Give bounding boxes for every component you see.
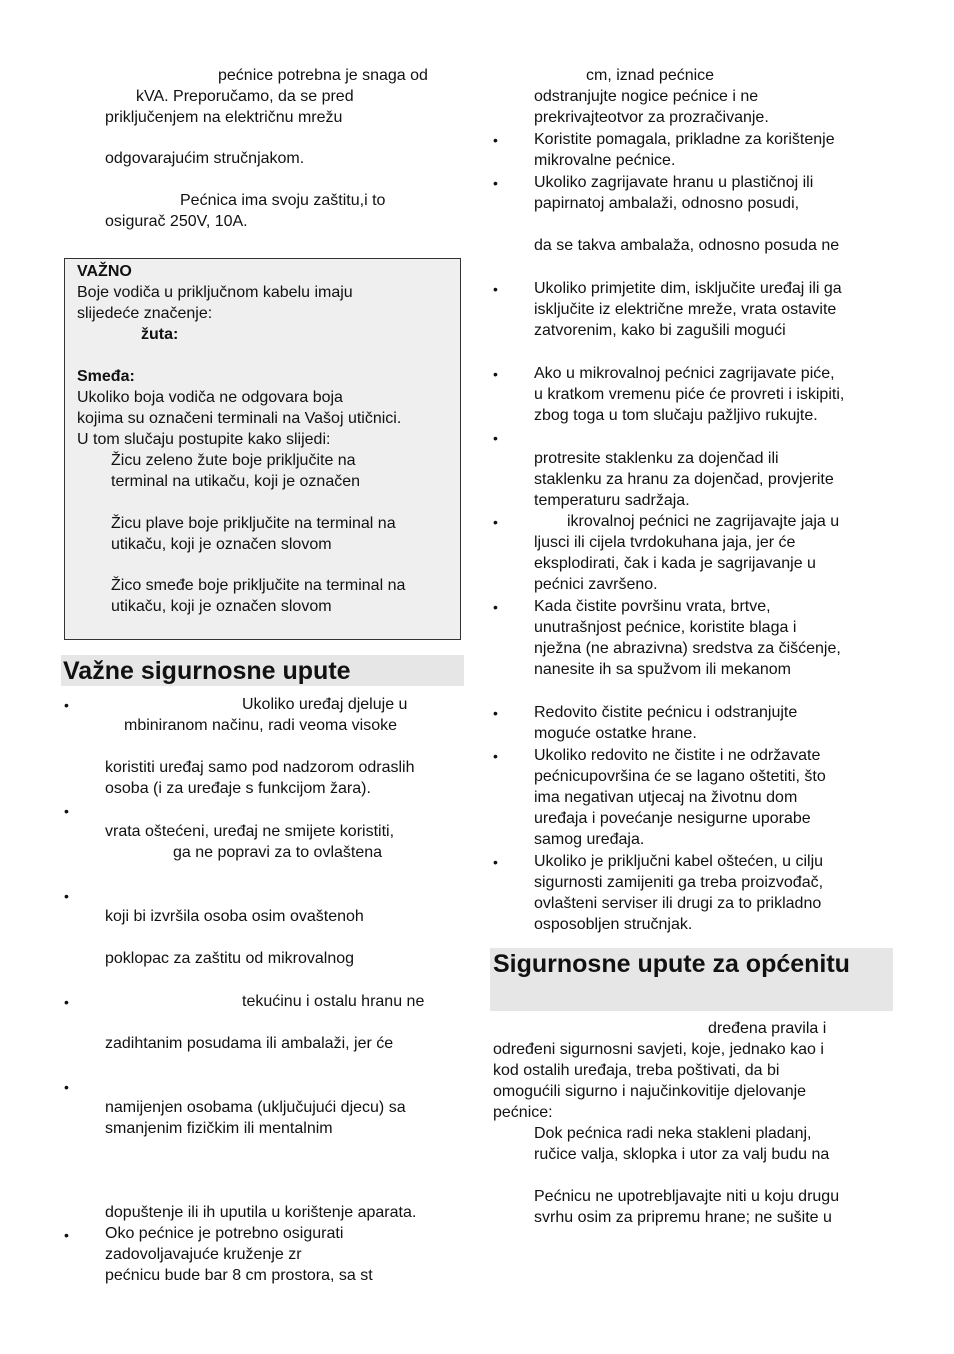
- text-line: pećnicupovršina će se lagano oštetiti, što: [534, 768, 826, 785]
- text-line: Pećnicu ne upotrebljavajte niti u koju drugu: [534, 1188, 840, 1205]
- bullet: •: [64, 888, 69, 904]
- text-line: zadihtanim posudama ili ambalaži, jer će: [105, 1035, 394, 1052]
- text-line: pećnice potrebna je snaga od: [218, 67, 428, 84]
- text-line: eksplodirati, čak i kada je sagrijavanje u: [534, 555, 816, 572]
- text-line: ikrovalnoj pećnici ne zagrijavajte jaja u: [567, 513, 840, 530]
- text-line: mikrovalne pećnice.: [534, 152, 676, 169]
- text-line: nanesite ih sa spužvom ili mekanom: [534, 661, 792, 678]
- text-line: određeni sigurnosni savjeti, koje, jednako kao i: [493, 1041, 824, 1058]
- text-line: zadovoljavajuće kruženje zr: [105, 1246, 302, 1263]
- text-line: ručice valja, sklopka i utor za valj budu na: [534, 1146, 830, 1163]
- text-line: smanjenim fizičkim ili mentalnim: [105, 1120, 333, 1137]
- text-line: temperaturu sadržaja.: [534, 492, 690, 509]
- bullet: •: [493, 132, 498, 148]
- text-line: osposobljen stručnjak.: [534, 916, 693, 933]
- bullet: •: [493, 281, 498, 297]
- bullet: •: [493, 854, 498, 870]
- text-line: poklopac za zaštitu od mikrovalnog: [105, 950, 355, 967]
- text-line: ima negativan utjecaj na životnu dom: [534, 789, 798, 806]
- text-line: moguće ostatke hrane.: [534, 725, 697, 742]
- text-line: dopuštenje ili ih uputila u korištenje aparata.: [105, 1204, 417, 1221]
- text-line: cm, iznad pećnice: [586, 67, 715, 84]
- section-heading-safety: Važne sigurnosne upute: [63, 657, 351, 685]
- text-line: Ukoliko boja vodiča ne odgovara boja: [77, 389, 343, 406]
- bullet: •: [64, 1227, 69, 1243]
- text-line: U tom slučaju postupite kako slijedi:: [77, 431, 331, 448]
- section-heading-general: Sigurnosne upute za općenitu: [493, 950, 850, 978]
- text-line: Boje vodiča u priključnom kabelu imaju: [77, 284, 353, 301]
- text-line: da se takva ambalaža, odnosno posuda ne: [534, 237, 840, 254]
- text-line: Redovito čistite pećnicu i odstranjujte: [534, 704, 798, 721]
- text-line: terminal na utikaču, koji je označen: [111, 473, 361, 490]
- text-line: uređaja i povećanje nesigurne uporabe: [534, 810, 811, 827]
- important-title: VAŽNO: [77, 263, 132, 280]
- text-line: Kada čistite površinu vrata, brtve,: [534, 598, 771, 615]
- text-line: mbiniranom načinu, radi veoma visoke: [124, 717, 398, 734]
- text-line: Oko pećnice je potrebno osigurati: [105, 1225, 344, 1242]
- bullet: •: [493, 366, 498, 382]
- bullet: •: [64, 1079, 69, 1095]
- text-line: odstranjujte nogice pećnice i ne: [534, 88, 759, 105]
- text-line: isključite iz električne mreže, vrata ostavite: [534, 301, 837, 318]
- text-line: u kratkom vremenu piće će provreti i iskipiti,: [534, 386, 845, 403]
- text-line: kVA. Preporučamo, da se pred: [136, 88, 354, 105]
- text-line: osigurač 250V, 10A.: [105, 213, 248, 230]
- text-line: Ukoliko primjetite dim, isključite uređaj ili ga: [534, 280, 842, 297]
- text-line: koji bi izvršila osoba osim ovaštenoh: [105, 908, 364, 925]
- text-line: dređena pravila i: [708, 1020, 827, 1037]
- bullet: •: [64, 697, 69, 713]
- text-line: Smeđa:: [77, 368, 135, 385]
- text-line: papirnatoj ambalaži, odnosno posudi,: [534, 195, 800, 212]
- text-line: utikaču, koji je označen slovom: [111, 598, 332, 615]
- text-line: odgovarajućim stručnjakom.: [105, 150, 305, 167]
- text-line: pećnici završeno.: [534, 576, 658, 593]
- text-line: samog uređaja.: [534, 831, 645, 848]
- text-line: Ukoliko redovito ne čistite i ne održavate: [534, 747, 821, 764]
- text-line: namijenjen osobama (uključujući djecu) sa: [105, 1099, 406, 1116]
- text-line: Ako u mikrovalnoj pećnici zagrijavate piće,: [534, 365, 835, 382]
- text-line: unutrašnjost pećnice, koristite blaga i: [534, 619, 797, 636]
- bullet: •: [493, 430, 498, 446]
- bullet: •: [64, 994, 69, 1010]
- text-line: ga ne popravi za to ovlaštena: [173, 844, 383, 861]
- text-line: zbog toga u tom slučaju pažljivo rukujte.: [534, 407, 818, 424]
- text-line: svrhu osim za pripremu hrane; ne sušite u: [534, 1209, 832, 1226]
- text-line: ljusci ili cijela tvrdokuhana jaja, jer će: [534, 534, 796, 551]
- text-line: zatvorenim, kako bi zagušili mogući: [534, 322, 786, 339]
- text-line: kod ostalih uređaja, treba poštivati, da bi: [493, 1062, 780, 1079]
- text-line: nježna (ne abrazivna) sredstva za čišćenje,: [534, 640, 841, 657]
- text-line: pećnicu bude bar 8 cm prostora, sa st: [105, 1267, 373, 1284]
- text-line: vrata oštećeni, uređaj ne smijete koristiti,: [105, 823, 395, 840]
- text-line: Žico smeđe boje priključite na terminal na: [111, 577, 406, 594]
- bullet: •: [64, 803, 69, 819]
- text-line: Ukoliko uređaj djeluje u: [242, 696, 408, 713]
- text-line: kojima su označeni terminali na Vašoj utičnici.: [77, 410, 402, 427]
- text-line: koristiti uređaj samo pod nadzorom odraslih: [105, 759, 415, 776]
- text-line: sigurnosti zamijeniti ga treba proizvođač,: [534, 874, 824, 891]
- text-line: utikaču, koji je označen slovom: [111, 536, 332, 553]
- bullet: •: [493, 748, 498, 764]
- text-line: Žicu plave boje priključite na terminal na: [111, 515, 396, 532]
- text-line: omogućili sigurno i najučinkovitije djelovanje: [493, 1083, 807, 1100]
- text-line: osoba (i za uređaje s funkcijom žara).: [105, 780, 371, 797]
- bullet: •: [493, 705, 498, 721]
- text-line: tekućinu i ostalu hranu ne: [242, 993, 425, 1010]
- text-line: priključenjem na električnu mrežu: [105, 109, 343, 126]
- bullet: •: [493, 514, 498, 530]
- text-line: prekrivajteotvor za prozračivanje.: [534, 109, 769, 126]
- bullet: •: [493, 175, 498, 191]
- text-line: Ukoliko zagrijavate hranu u plastičnoj ili: [534, 174, 814, 191]
- text-line: Pećnica ima svoju zaštitu,i to: [180, 192, 386, 209]
- text-line: ovlašteni serviser ili drugi za to prikladno: [534, 895, 822, 912]
- text-line: Koristite pomagala, prikladne za korištenje: [534, 131, 835, 148]
- text-line: Žicu zeleno žute boje priključite na: [111, 452, 356, 469]
- text-line: žuta:: [141, 326, 179, 343]
- text-line: protresite staklenku za dojenčad ili: [534, 450, 779, 467]
- text-line: Ukoliko je priključni kabel oštećen, u cilju: [534, 853, 824, 870]
- text-line: Dok pećnica radi neka stakleni pladanj,: [534, 1125, 812, 1142]
- text-line: staklenku za hranu za dojenčad, provjerite: [534, 471, 834, 488]
- text-line: pećnice:: [493, 1104, 553, 1121]
- bullet: •: [493, 599, 498, 615]
- text-line: slijedeće značenje:: [77, 305, 213, 322]
